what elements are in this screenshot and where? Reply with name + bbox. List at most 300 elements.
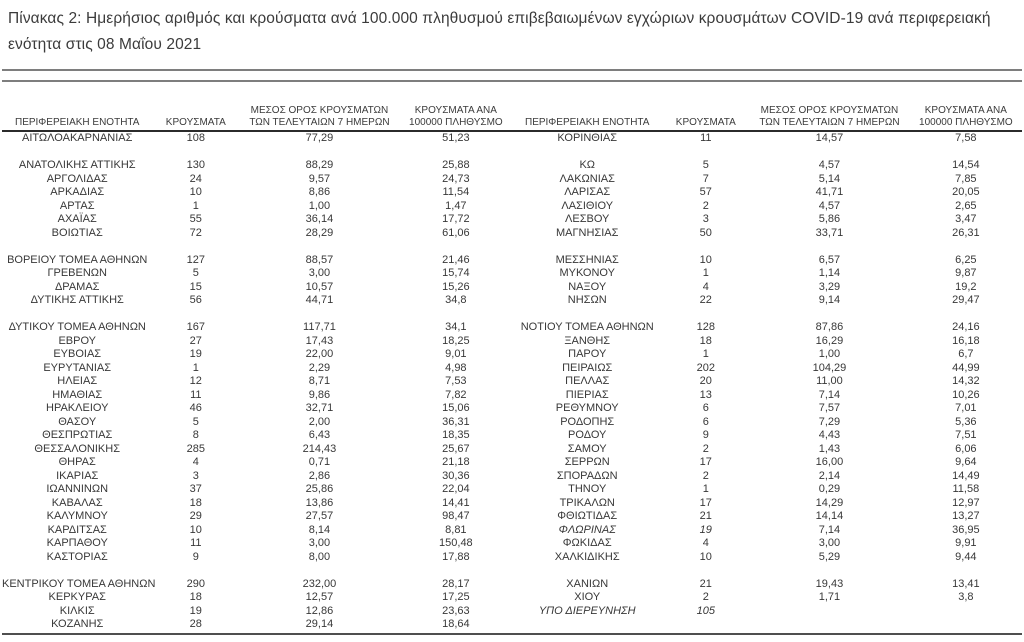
region-name-cell: ΣΠΟΡΑΔΩΝ [556, 469, 618, 482]
table-row [2, 267, 512, 281]
avg7-cell [239, 146, 400, 160]
table-row [512, 254, 1022, 268]
avg7-cell: 12,57 [305, 591, 334, 603]
cases-cell: 1 [702, 348, 709, 360]
per100k-cell: 17,72 [442, 213, 470, 225]
cases-cell: 130 [186, 159, 205, 171]
per100k-cell [910, 240, 1022, 254]
table-row [512, 605, 1022, 619]
avg7-cell: 7,57 [818, 402, 841, 414]
region-name-cell: ΒΟΙΩΤΙΑΣ [51, 226, 103, 239]
cases-cell: 108 [186, 132, 205, 144]
table-row [512, 294, 1022, 308]
column-header-per-100000: ΚΡΟΥΣΜΑΤΑ ΑΝΑ 100000 ΠΛΗΘΥΣΜΟ [919, 105, 1013, 128]
avg7-cell: 5,29 [818, 550, 841, 563]
avg7-cell: 27,57 [305, 510, 334, 522]
region-name-cell: ΝΑΞΟΥ [568, 280, 607, 293]
table-row [2, 591, 512, 605]
cases-cell: 3 [192, 469, 199, 482]
avg7-cell [239, 564, 400, 578]
per100k-cell: 4,98 [445, 361, 467, 374]
region-name-cell: ΘΕΣΠΡΩΤΙΑΣ [42, 429, 113, 441]
bottom-rule [2, 633, 1022, 635]
cases-cell: 9 [192, 550, 199, 563]
cases-cell: 6 [702, 415, 709, 428]
avg7-cell: 88,29 [305, 159, 334, 171]
table-row-spacer [2, 240, 512, 254]
per100k-cell: 17,25 [442, 591, 470, 603]
table-row [2, 618, 512, 632]
region-name-cell: ΛΑΡΙΣΑΣ [564, 186, 611, 198]
region-name-cell: ΗΜΑΘΙΑΣ [52, 388, 103, 401]
region-name-cell: ΑΡΤΑΣ [59, 199, 95, 212]
avg7-cell: 2,29 [308, 361, 331, 374]
cases-cell: 10 [699, 550, 712, 563]
avg7-cell: 5,86 [818, 213, 841, 225]
avg7-cell: 5,14 [818, 172, 841, 185]
cases-cell: 72 [189, 226, 202, 239]
cases-cell: 1 [192, 199, 199, 212]
avg7-cell: 0,29 [818, 483, 841, 495]
region-name-cell [2, 564, 152, 578]
per100k-cell: 2,65 [955, 199, 977, 212]
per100k-cell: 18,25 [442, 334, 470, 347]
table-row [2, 605, 512, 619]
per100k-cell: 24,73 [442, 172, 470, 185]
per100k-cell: 9,01 [445, 348, 467, 360]
per100k-cell: 18,64 [442, 618, 470, 630]
table-row [2, 335, 512, 349]
per100k-cell: 21,46 [442, 253, 470, 266]
cases-cell: 17 [699, 456, 712, 468]
per100k-cell: 12,97 [952, 496, 980, 509]
avg7-cell: 13,86 [305, 496, 334, 509]
region-name-cell: ΡΟΔΟΠΗΣ [560, 415, 615, 428]
table-row [2, 294, 512, 308]
per100k-cell: 36,95 [952, 523, 980, 536]
per100k-cell: 11,54 [442, 186, 470, 198]
avg7-cell: 6,57 [818, 253, 841, 266]
avg7-cell: 14,14 [815, 510, 844, 522]
per100k-cell: 3,47 [955, 213, 977, 225]
per100k-cell: 14,41 [442, 496, 470, 509]
cases-cell [662, 146, 749, 160]
header-right-half [512, 88, 1022, 130]
region-name-cell: ΑΡΚΑΔΙΑΣ [50, 186, 105, 198]
avg7-cell: 9,86 [308, 388, 331, 401]
per100k-cell: 150,48 [439, 537, 473, 549]
avg7-cell: 4,43 [818, 429, 841, 441]
avg7-cell: 2,14 [818, 469, 841, 482]
region-name-cell: ΡΕΘΥΜΝΟΥ [555, 402, 619, 414]
avg7-cell: 0,71 [308, 456, 331, 468]
table-row [512, 443, 1022, 457]
top-rule-upper [2, 69, 1022, 71]
per100k-cell: 9,44 [955, 550, 977, 563]
per100k-cell: 8,81 [445, 523, 467, 536]
table-row [512, 497, 1022, 511]
table-title: Πίνακας 2: Ημερήσιος αριθμός και κρούσματα ανά 100.000 πληθυσμού επιβεβαιωμένων εγχώριων κρουσμάτων COVID-19 ανά περιφερειακή ενότητα στις 08 Μαΐου 2021 [8, 10, 991, 53]
avg7-cell: 3,29 [818, 280, 841, 293]
avg7-cell: 88,57 [305, 253, 334, 266]
region-name-cell: ΡΟΔΟΥ [568, 429, 607, 441]
region-name-cell: ΚΑΡΠΑΘΟΥ [46, 537, 108, 549]
table-row [512, 375, 1022, 389]
per100k-cell: 14,54 [952, 159, 980, 171]
table-row-spacer [2, 308, 512, 322]
region-name-cell: ΕΒΡΟΥ [58, 334, 96, 347]
per100k-cell: 10,26 [952, 388, 980, 401]
table-row-spacer [512, 564, 1022, 578]
avg7-cell [749, 618, 910, 632]
cases-cell: 21 [699, 577, 712, 590]
avg7-cell: 4,57 [818, 199, 841, 212]
header-left-half [2, 88, 512, 130]
cases-cell: 1 [192, 361, 199, 374]
avg7-cell: 16,00 [815, 456, 844, 468]
avg7-cell: 1,14 [818, 267, 841, 279]
table-row [2, 227, 512, 241]
avg7-cell [749, 240, 910, 254]
per100k-cell: 34,1 [445, 321, 467, 333]
cases-cell: 27 [189, 334, 202, 347]
region-name-cell: ΔΥΤΙΚΗΣ ΑΤΤΙΚΗΣ [30, 294, 124, 306]
per100k-cell: 44,99 [952, 361, 980, 374]
avg7-cell: 104,29 [812, 361, 847, 374]
cases-cell: 10 [189, 523, 202, 536]
region-name-cell: ΣΑΜΟΥ [567, 442, 607, 455]
table-row [2, 551, 512, 565]
column-header-region: ΠΕΡΙΦΕΡΕΙΑΚΗ ΕΝΟΤΗΤΑ [524, 116, 650, 128]
column-header-7day-average: ΜΕΣΟΣ ΟΡΟΣ ΚΡΟΥΣΜΑΤΩΝ ΤΩΝ ΤΕΛΕΥΤΑΙΩΝ 7 ΗΜΕΡΩΝ [249, 105, 390, 128]
region-name-cell: ΚΑΛΥΜΝΟΥ [46, 510, 108, 522]
per100k-cell: 61,06 [442, 226, 470, 239]
per100k-cell: 6,25 [955, 253, 977, 266]
cases-cell: 5 [192, 415, 199, 428]
table-row [512, 578, 1022, 592]
avg7-cell: 3,00 [818, 537, 841, 549]
per100k-cell: 7,01 [955, 402, 977, 414]
per100k-cell [910, 564, 1022, 578]
region-name-cell: ΝΗΣΩΝ [567, 294, 607, 306]
avg7-cell: 41,71 [815, 186, 844, 198]
per100k-cell: 98,47 [442, 510, 470, 522]
cases-cell: 2 [702, 199, 709, 212]
cases-cell: 4 [192, 456, 199, 468]
table-row [512, 362, 1022, 376]
cases-cell: 11 [190, 388, 202, 401]
per100k-cell [910, 146, 1022, 160]
per100k-cell: 28,17 [442, 577, 470, 590]
cases-cell: 5 [192, 267, 199, 279]
cases-cell: 290 [186, 577, 205, 590]
avg7-cell: 16,29 [815, 334, 844, 347]
table-row [2, 254, 512, 268]
per100k-cell: 20,05 [952, 186, 980, 198]
region-name-cell: ΚΙΛΚΙΣ [59, 604, 95, 617]
per100k-cell [400, 564, 512, 578]
per100k-cell [910, 308, 1022, 322]
region-name-cell [2, 240, 152, 254]
cases-cell: 46 [189, 402, 202, 414]
table-row [512, 537, 1022, 551]
table-row [2, 429, 512, 443]
table-row [512, 321, 1022, 335]
per100k-cell [910, 618, 1022, 632]
avg7-cell: 8,00 [308, 550, 331, 563]
cases-cell: 19 [189, 604, 202, 617]
cases-cell: 7 [702, 172, 709, 185]
avg7-cell: 7,29 [818, 415, 841, 428]
column-header-region: ΠΕΡΙΦΕΡΕΙΑΚΗ ΕΝΟΤΗΤΑ [14, 116, 140, 128]
region-name-cell [512, 146, 662, 160]
table-body [2, 132, 1022, 632]
per100k-cell: 21,18 [442, 456, 470, 468]
region-name-cell [512, 618, 662, 632]
region-name-cell: ΕΥΡΥΤΑΝΙΑΣ [43, 361, 112, 374]
cases-cell: 13 [699, 388, 712, 401]
per100k-cell: 15,26 [442, 280, 470, 293]
region-name-cell: ΛΑΚΩΝΙΑΣ [559, 172, 615, 185]
cases-cell: 4 [702, 537, 709, 549]
region-name-cell [512, 240, 662, 254]
per100k-cell: 16,18 [952, 334, 980, 347]
table-row-spacer [512, 308, 1022, 322]
table-row [2, 524, 512, 538]
cases-cell: 37 [189, 483, 202, 495]
region-name-cell: ΛΑΣΙΘΙΟΥ [561, 199, 614, 212]
region-name-cell: ΚΟΖΑΝΗΣ [51, 618, 104, 630]
per100k-cell: 7,58 [955, 132, 977, 144]
region-name-cell: ΤΗΝΟΥ [568, 483, 607, 495]
cases-cell [152, 564, 239, 578]
cases-cell: 2 [702, 469, 709, 482]
per100k-cell: 13,41 [952, 577, 980, 590]
table-row [512, 186, 1022, 200]
avg7-cell: 10,57 [305, 280, 334, 293]
cases-cell: 19 [189, 348, 202, 360]
cases-cell [152, 146, 239, 160]
table-left-half [2, 132, 512, 632]
avg7-cell: 44,71 [305, 294, 334, 306]
table-row [2, 159, 512, 173]
region-name-cell: ΔΥΤΙΚΟΥ ΤΟΜΕΑ ΑΘΗΝΩΝ [8, 321, 146, 333]
table-row [2, 362, 512, 376]
column-header-7day-average: ΜΕΣΟΣ ΟΡΟΣ ΚΡΟΥΣΜΑΤΩΝ ΤΩΝ ΤΕΛΕΥΤΑΙΩΝ 7 ΗΜΕΡΩΝ [759, 105, 900, 128]
region-name-cell: ΠΙΕΡΙΑΣ [565, 388, 609, 401]
table-row [2, 416, 512, 430]
region-name-cell: ΚΕΝΤΡΙΚΟΥ ΤΟΜΕΑ ΑΘΗΝΩΝ [2, 577, 156, 590]
region-name-cell: ΒΟΡΕΙΟΥ ΤΟΜΕΑ ΑΘΗΝΩΝ [7, 253, 148, 266]
cases-cell: 6 [702, 402, 709, 414]
region-name-cell: ΑΙΤΩΛΟΑΚΑΡΝΑΝΙΑΣ [22, 132, 133, 144]
avg7-cell: 6,43 [308, 429, 331, 441]
avg7-cell [749, 564, 910, 578]
avg7-cell: 17,43 [305, 334, 334, 347]
table-row [2, 470, 512, 484]
table-row [512, 200, 1022, 214]
avg7-cell [749, 605, 910, 619]
region-name-cell: ΜΕΣΣΗΝΙΑΣ [555, 253, 619, 266]
cases-cell [662, 308, 749, 322]
table-row [2, 497, 512, 511]
avg7-cell: 77,29 [305, 132, 334, 144]
cases-cell: 18 [699, 334, 712, 347]
region-name-cell: ΘΕΣΣΑΛΟΝΙΚΗΣ [34, 442, 121, 455]
avg7-cell [749, 146, 910, 160]
table-row [2, 321, 512, 335]
per100k-cell: 6,06 [955, 442, 977, 455]
avg7-cell: 7,14 [818, 388, 841, 401]
per100k-cell: 30,36 [442, 469, 470, 482]
avg7-cell: 8,86 [308, 186, 331, 198]
region-name-cell: ΚΟΡΙΝΘΙΑΣ [557, 132, 618, 144]
per100k-cell: 7,85 [955, 172, 977, 185]
table-row [512, 470, 1022, 484]
table-row [512, 348, 1022, 362]
cases-cell: 3 [702, 213, 709, 225]
cases-cell: 10 [699, 253, 712, 266]
region-name-cell: ΚΩ [579, 159, 595, 171]
cases-cell: 128 [696, 321, 715, 333]
table-row-spacer [512, 618, 1022, 632]
region-name-cell: ΧΑΝΙΩΝ [566, 577, 609, 590]
avg7-cell: 14,57 [815, 132, 844, 144]
avg7-cell: 232,00 [302, 577, 337, 590]
table-row [512, 267, 1022, 281]
per100k-cell: 19,2 [955, 280, 977, 293]
cases-cell: 18 [189, 591, 202, 603]
per100k-cell [400, 146, 512, 160]
cases-cell [662, 618, 749, 632]
table-row [2, 402, 512, 416]
table-row [2, 173, 512, 187]
cases-cell: 2 [702, 442, 709, 455]
table-row-spacer [2, 146, 512, 160]
avg7-cell: 9,14 [818, 294, 841, 306]
table-row [2, 348, 512, 362]
region-name-cell: ΧΙΟΥ [574, 591, 601, 603]
table-row [2, 213, 512, 227]
table-row [2, 537, 512, 551]
avg7-cell [239, 240, 400, 254]
region-name-cell: ΥΠΟ ΔΙΕΡΕΥΝΗΣΗ [538, 604, 636, 617]
avg7-cell: 4,57 [818, 159, 841, 171]
cases-cell: 167 [186, 321, 205, 333]
table-row [512, 591, 1022, 605]
region-name-cell: ΚΑΒΑΛΑΣ [51, 496, 103, 509]
avg7-cell: 1,00 [818, 348, 841, 360]
cases-cell: 56 [189, 294, 202, 306]
cases-cell: 21 [699, 510, 712, 522]
avg7-cell: 1,00 [308, 199, 331, 212]
per100k-cell: 11,58 [952, 483, 980, 495]
region-name-cell: ΠΕΛΛΑΣ [565, 375, 610, 387]
table-row [512, 510, 1022, 524]
avg7-cell: 2,00 [308, 415, 331, 428]
avg7-cell: 87,86 [815, 321, 844, 333]
per100k-cell: 17,88 [442, 550, 470, 563]
region-name-cell: ΕΥΒΟΙΑΣ [53, 348, 102, 360]
cases-cell: 29 [189, 510, 202, 522]
cases-cell: 24 [189, 172, 202, 185]
region-name-cell: ΓΡΕΒΕΝΩΝ [47, 267, 107, 279]
table-row [512, 173, 1022, 187]
cases-cell [152, 240, 239, 254]
region-name-cell: ΗΛΕΙΑΣ [57, 375, 98, 387]
top-rule-lower [2, 80, 1022, 82]
avg7-cell: 1,71 [818, 591, 841, 603]
avg7-cell [239, 308, 400, 322]
cases-cell: 11 [700, 132, 712, 144]
per100k-cell: 36,31 [442, 415, 470, 428]
cases-cell: 17 [699, 496, 712, 509]
per100k-cell [400, 308, 512, 322]
table-row [512, 429, 1022, 443]
avg7-cell: 19,43 [815, 577, 844, 590]
cases-cell: 19 [699, 523, 712, 536]
cases-cell [662, 564, 749, 578]
avg7-cell: 9,57 [308, 172, 331, 185]
avg7-cell: 2,86 [308, 469, 331, 482]
avg7-cell: 22,00 [305, 348, 334, 360]
avg7-cell: 14,29 [815, 496, 844, 509]
avg7-cell: 32,71 [305, 402, 334, 414]
table-row [2, 578, 512, 592]
per100k-cell: 15,74 [442, 267, 470, 279]
table-row [2, 456, 512, 470]
region-name-cell: ΙΩΑΝΝΙΝΩΝ [46, 483, 109, 495]
column-header-cases: ΚΡΟΥΣΜΑΤΑ [165, 116, 226, 128]
table-row [2, 443, 512, 457]
region-name-cell [2, 146, 152, 160]
cases-cell: 8 [192, 429, 199, 441]
per100k-cell: 6,7 [958, 348, 974, 360]
region-name-cell: ΑΧΑΪΑΣ [57, 213, 97, 225]
region-name-cell: ΠΑΡΟΥ [568, 348, 607, 360]
region-name-cell: ΑΡΓΟΛΙΔΑΣ [46, 172, 108, 185]
region-name-cell: ΠΕΙΡΑΙΩΣ [562, 361, 613, 374]
region-name-cell: ΗΡΑΚΛΕΙΟΥ [46, 402, 109, 414]
region-name-cell [512, 564, 662, 578]
per100k-cell: 7,82 [445, 388, 467, 401]
per100k-cell: 26,31 [952, 226, 980, 239]
avg7-cell: 8,71 [308, 375, 331, 387]
table-row [512, 335, 1022, 349]
cases-cell: 50 [699, 226, 712, 239]
per100k-cell: 9,87 [955, 267, 977, 279]
region-name-cell: ΛΕΣΒΟΥ [565, 213, 610, 225]
table-row [512, 456, 1022, 470]
cases-cell: 12 [189, 375, 202, 387]
per100k-cell: 29,47 [952, 294, 980, 306]
avg7-cell: 25,86 [305, 483, 334, 495]
region-name-cell: ΚΕΡΚΥΡΑΣ [48, 591, 106, 603]
table-row [512, 227, 1022, 241]
cases-cell: 20 [699, 375, 712, 387]
table-row [512, 389, 1022, 403]
cases-cell: 1 [702, 483, 709, 495]
cases-cell [152, 308, 239, 322]
table-row [2, 510, 512, 524]
cases-cell: 2 [702, 591, 709, 603]
region-name-cell: ΤΡΙΚΑΛΩΝ [559, 496, 615, 509]
cases-cell: 105 [696, 604, 715, 617]
per100k-cell: 18,35 [442, 429, 470, 441]
table-row [2, 375, 512, 389]
table-row-spacer [512, 146, 1022, 160]
region-name-cell [2, 308, 152, 322]
